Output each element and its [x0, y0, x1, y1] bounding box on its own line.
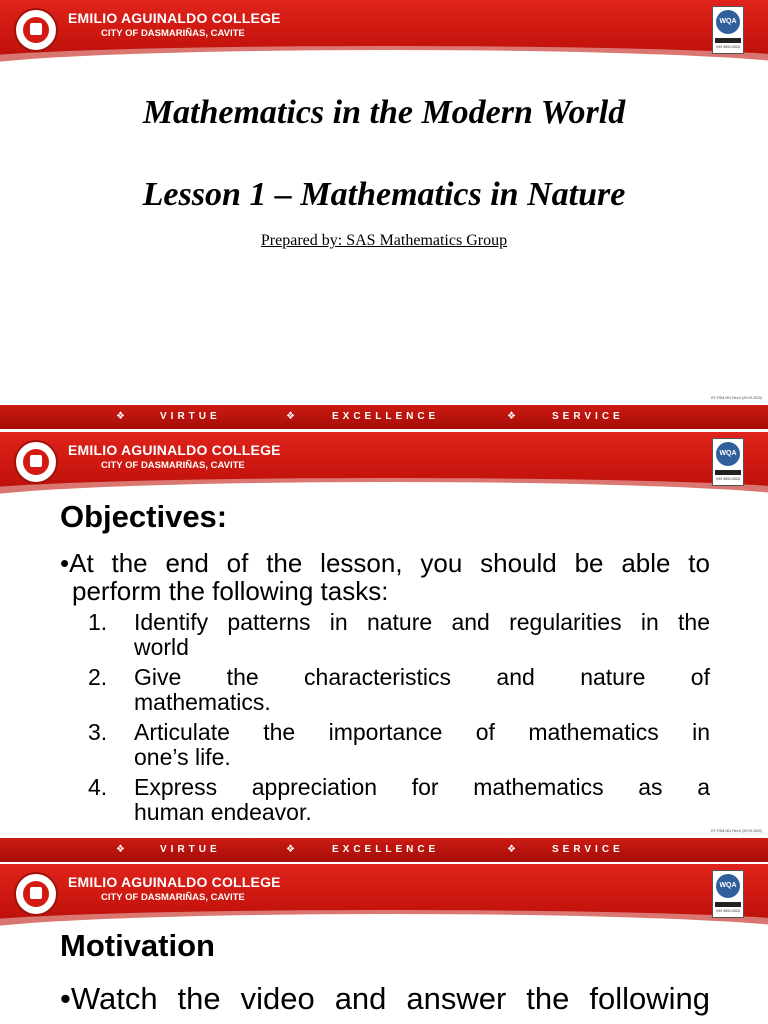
- slide-motivation: [0, 864, 768, 1024]
- wqa-certification-icon: WQA ISO 9001:2015: [712, 870, 744, 918]
- value-service: SERVICE: [552, 411, 624, 422]
- prepared-by: Prepared by: SAS Mathematics Group: [260, 232, 508, 249]
- objectives-list: [88, 610, 710, 830]
- motivation-heading: Motivation: [60, 928, 215, 963]
- college-city: CITY OF DASMARIÑAS, CAVITE: [101, 892, 245, 903]
- college-name: EMILIO AGUINALDO COLLEGE: [68, 10, 281, 26]
- diamond-icon: ❖: [286, 411, 295, 422]
- slide-title: [0, 0, 768, 432]
- college-seal-icon: [14, 8, 58, 52]
- value-virtue: VIRTUE: [160, 411, 221, 422]
- objectives-intro: •At the end of the lesson, you should be able to perform the following tasks:: [60, 548, 710, 606]
- objectives-heading: Objectives:: [60, 499, 228, 534]
- diamond-icon: ❖: [116, 844, 125, 855]
- college-header: [0, 432, 768, 500]
- form-reference: EF-FSM-001 Rev.0 (20.09.2020): [711, 829, 762, 833]
- college-city: CITY OF DASMARIÑAS, CAVITE: [101, 28, 245, 39]
- list-item: 2. Give the characteristics and nature of mathematics.: [88, 664, 710, 715]
- slide-objectives: [0, 432, 768, 864]
- value-excellence: EXCELLENCE: [332, 411, 440, 422]
- values-footer: [0, 838, 768, 862]
- college-seal-icon: [14, 872, 58, 916]
- form-reference: EF-FSM-001 Rev.0 (20.09.2020): [711, 396, 762, 400]
- lesson-title: Lesson 1 – Mathematics in Nature: [142, 176, 626, 213]
- diamond-icon: ❖: [286, 844, 295, 855]
- diamond-icon: ❖: [507, 411, 516, 422]
- value-excellence: EXCELLENCE: [332, 844, 440, 855]
- diamond-icon: ❖: [116, 411, 125, 422]
- college-city: CITY OF DASMARIÑAS, CAVITE: [101, 460, 245, 471]
- diamond-icon: ❖: [507, 844, 516, 855]
- values-footer: [0, 405, 768, 429]
- college-header: [0, 0, 768, 68]
- college-name: EMILIO AGUINALDO COLLEGE: [68, 874, 281, 890]
- college-name: EMILIO AGUINALDO COLLEGE: [68, 442, 281, 458]
- college-seal-icon: [14, 440, 58, 484]
- course-title: Mathematics in the Modern World: [142, 94, 626, 131]
- value-service: SERVICE: [552, 844, 624, 855]
- wqa-certification-icon: WQA ISO 9001:2015: [712, 6, 744, 54]
- wqa-certification-icon: WQA ISO 9001:2015: [712, 438, 744, 486]
- list-item: 1. Identify patterns in nature and regularities in the world: [88, 609, 710, 660]
- college-header: [0, 864, 768, 932]
- list-item: 3. Articulate the importance of mathematics in one’s life.: [88, 719, 710, 770]
- list-item: 4. Express appreciation for mathematics as a human endeavor.: [88, 774, 710, 825]
- motivation-text: •Watch the video and answer the following: [60, 981, 710, 1016]
- value-virtue: VIRTUE: [160, 844, 221, 855]
